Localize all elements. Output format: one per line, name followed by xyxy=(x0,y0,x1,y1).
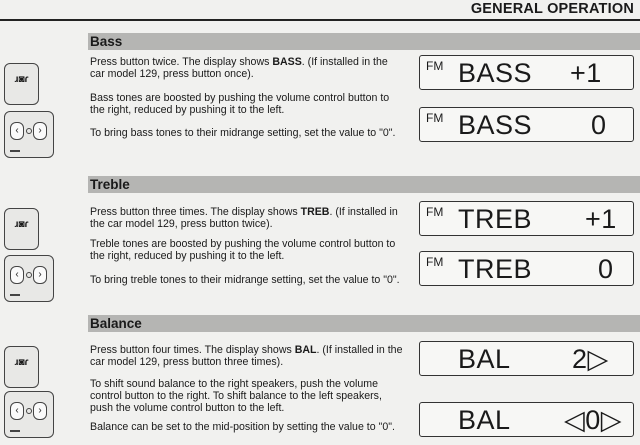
volume-control-button[interactable] xyxy=(4,111,54,158)
left-arrow-icon: ‹ xyxy=(10,266,24,284)
section-title-treble: Treble xyxy=(90,177,130,192)
display-panel xyxy=(419,341,634,376)
display-value: +1 xyxy=(570,58,602,88)
display-value: ◁0▷ xyxy=(564,405,623,435)
section-title-balance: Balance xyxy=(90,316,142,331)
section-bar-bass xyxy=(88,33,640,50)
left-arrow-icon: ‹ xyxy=(10,122,24,140)
paragraph: To shift sound balance to the right speakers, push the volume control button to the right. To shift balance to the left speakers, push the volume control button to the left. xyxy=(90,378,382,414)
left-arrow-icon: ‹ xyxy=(10,402,24,420)
header-title: GENERAL OPERATION xyxy=(470,1,634,17)
display-text: BASS xyxy=(458,58,533,88)
section-bar-balance xyxy=(88,315,640,332)
paragraph: Press button four times. The display shows BAL. (If installed in the car model 129, press button three times). xyxy=(90,344,403,368)
display-text: TREB xyxy=(458,254,533,284)
display-value: 2▷ xyxy=(572,344,609,374)
display-text: BASS xyxy=(458,110,533,140)
center-dot-icon xyxy=(26,408,32,414)
display-value: 0 xyxy=(598,254,614,284)
mode-button[interactable] xyxy=(4,346,39,388)
paragraph: Treble tones are boosted by pushing the volume control button to the right, reduced by pushing it to the left. xyxy=(90,238,396,262)
header-rule xyxy=(0,19,640,21)
display-panel xyxy=(419,201,634,236)
display-text: BAL xyxy=(458,344,511,374)
display-text: TREB xyxy=(458,204,533,234)
right-arrow-icon: › xyxy=(33,122,47,140)
paragraph: Press button three times. The display shows TREB. (If installed in the car model 129, press button twice). xyxy=(90,206,398,230)
volume-control-button[interactable] xyxy=(4,255,54,302)
mode-button-icon: ɹ◙ɾ xyxy=(14,357,29,368)
center-dot-icon xyxy=(26,272,32,278)
right-arrow-icon: › xyxy=(33,402,47,420)
indicator-bar xyxy=(10,150,20,152)
display-band: FM xyxy=(426,111,444,125)
paragraph: Bass tones are boosted by pushing the volume control button to the right, reduced by pushing it to the left. xyxy=(90,92,390,116)
indicator-bar xyxy=(10,430,20,432)
section-bar-treble xyxy=(88,176,640,193)
display-band: FM xyxy=(426,59,444,73)
paragraph: Press button twice. The display shows BASS. (If installed in the car model 129, press button once). xyxy=(90,56,388,80)
display-band: FM xyxy=(426,255,444,269)
mode-button-icon: ɹ◙ɾ xyxy=(14,219,29,230)
right-arrow-icon: › xyxy=(33,266,47,284)
display-panel xyxy=(419,402,634,437)
paragraph: To bring bass tones to their midrange setting, set the value to "0". xyxy=(90,127,396,139)
display-panel xyxy=(419,251,634,286)
mode-button-icon: ɹ◙ɾ xyxy=(14,74,29,85)
display-value: +1 xyxy=(585,204,617,234)
section-title-bass: Bass xyxy=(90,34,123,49)
mode-button[interactable] xyxy=(4,63,39,105)
display-panel xyxy=(419,55,634,90)
paragraph: Balance can be set to the mid-position by setting the value to "0". xyxy=(90,421,395,433)
paragraph: To bring treble tones to their midrange setting, set the value to "0". xyxy=(90,274,400,286)
center-dot-icon xyxy=(26,128,32,134)
volume-control-button[interactable] xyxy=(4,391,54,438)
display-panel xyxy=(419,107,634,142)
display-band: FM xyxy=(426,205,444,219)
display-text: BAL xyxy=(458,405,511,435)
mode-button[interactable] xyxy=(4,208,39,250)
display-value: 0 xyxy=(591,110,607,140)
indicator-bar xyxy=(10,294,20,296)
